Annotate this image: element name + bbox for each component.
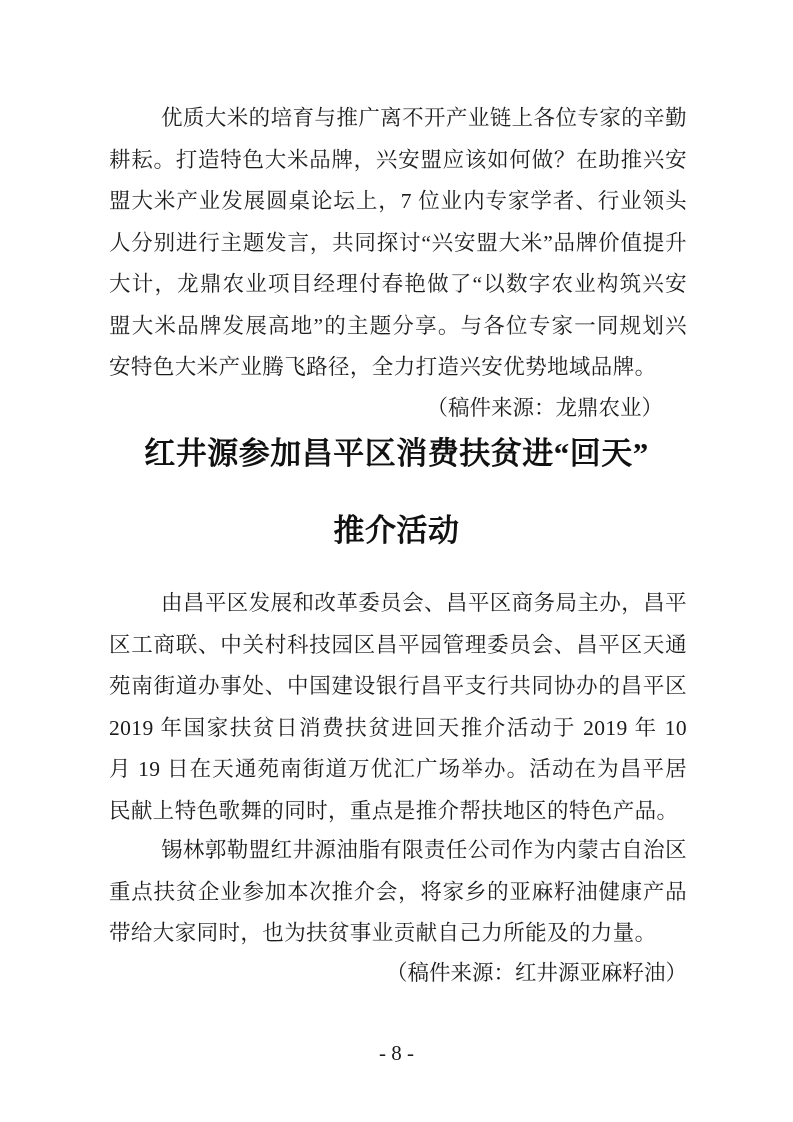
source-attribution-article: （稿件来源：红井源亚麻籽油） (385, 961, 687, 985)
page-number: - 8 - (379, 1041, 414, 1065)
body-paragraph-rice: 优质大米的培育与推广离不开产业链上各位专家的辛勤耕耘。打造特色大米品牌，兴安盟应该如何做？在助推兴安盟大米产业发展圆桌论坛上，7 位业内专家学者、行业领头人分别进行主题发言，共同探讨“兴安盟大米”品牌价值提升大计，龙鼎农业项目经理付春艳做了“以数字农业构筑兴安盟大米品牌发展高地”的主题分享。与各位专家一同规划兴安特色大米产业腾飞路径，全力打造兴安优势地域品牌。 (109, 106, 687, 379)
article-title-line-2: 推介活动 (333, 513, 460, 548)
article-title-line-1: 红井源参加昌平区消费扶贫进“回天” (144, 436, 649, 471)
body-paragraph-company: 锡林郭勒盟红井源油脂有限责任公司作为内蒙古自治区重点扶贫企业参加本次推介会，将家乡的亚麻籽油健康产品带给大家同时，也为扶贫事业贡献自己力所能及的力量。 (109, 838, 687, 945)
source-attribution-rice: （稿件来源：龙鼎农业） (426, 396, 663, 420)
body-paragraph-event: 由昌平区发展和改革委员会、昌平区商务局主办，昌平区工商联、中关村科技园区昌平园管理委员会、昌平区天通苑南街道办事处、中国建设银行昌平支行共同协办的昌平区 2019 年国家扶贫日消费扶贫进回天推介活动于 2019 年 10 月 19 日在天通苑南街道万优汇广场举办。活动在为昌平居民献上特色歌舞的同时，重点是推介帮扶地区的特色产品。 (109, 591, 687, 823)
